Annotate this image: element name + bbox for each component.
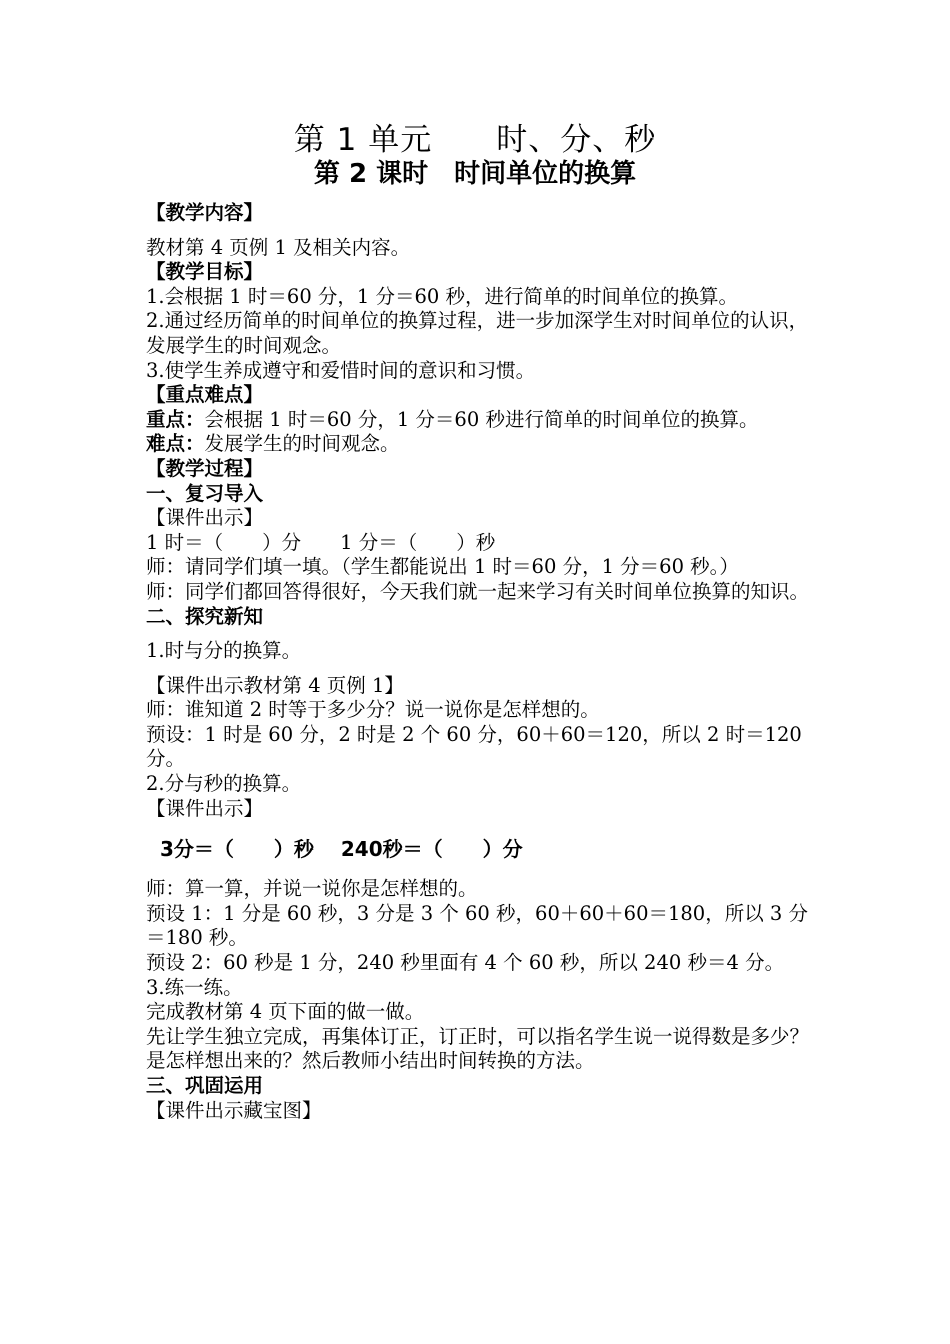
paragraph: 1.会根据 1 时＝60 分，1 分＝60 秒，进行简单的时间单位的换算。 [146, 284, 739, 308]
paragraph: 预设 1：1 分是 60 秒，3 分是 3 个 60 秒，60＋60＋60＝180，所以 3 分＝180 秒。 [146, 901, 809, 950]
section-heading: 【教学内容】 [146, 201, 264, 224]
document-body [146, 200, 814, 1123]
section-heading: 【重点难点】 [146, 383, 264, 407]
key-text: 会根据 1 时＝60 分，1 分＝60 秒进行简单的时间单位的换算。 [204, 407, 759, 431]
key-point [146, 408, 814, 433]
difficult-label: 难点： [146, 432, 205, 456]
paragraph: 1 时＝（ ）分 1 分＝（ ）秒 [146, 530, 496, 554]
paragraph: 3.练一练。 [146, 975, 243, 999]
paragraph: 【课件出示】 [146, 796, 264, 820]
paragraph: 先让学生独立完成，再集体订正，订正时，可以指名学生说一说得数是多少？是怎样想出来的？然后教师小结出时间转换的方法。 [146, 1024, 810, 1073]
paragraph: 2.分与秒的换算。 [146, 772, 302, 796]
lesson-title: 第 2 课时 时间单位的换算 [313, 159, 637, 189]
paragraph: 师：谁知道 2 时等于多少分？说一说你是怎样想的。 [146, 698, 600, 722]
section-heading: 二、探究新知 [146, 604, 264, 628]
paragraph: 完成教材第 4 页下面的做一做。 [146, 1000, 425, 1024]
paragraph: 【课件出示藏宝图】 [146, 1098, 322, 1122]
paragraph: 【课件出示教材第 4 页例 1】 [146, 673, 404, 697]
paragraph: 3.使学生养成遵守和爱惜时间的意识和习惯。 [146, 358, 536, 382]
section-heading: 三、巩固运用 [146, 1074, 264, 1097]
paragraph: 1.时与分的换算。 [146, 639, 302, 663]
paragraph: 教材第 4 页例 1 及相关内容。 [146, 235, 411, 259]
paragraph: 师：请同学们填一填。（学生都能说出 1 时＝60 分，1 分＝60 秒。） [146, 555, 739, 579]
section-heading: 【教学目标】 [146, 260, 264, 284]
paragraph: 预设 2：60 秒是 1 分，240 秒里面有 4 个 60 秒，所以 240 秒＝4 分。 [146, 951, 785, 975]
section-heading: 一、复习导入 [146, 481, 264, 505]
section-heading: 【教学过程】 [146, 456, 264, 480]
difficult-point [146, 432, 814, 457]
formula-line: 3分＝（ ）秒 240秒＝（ ）分 [160, 837, 523, 862]
paragraph: 2.通过经历简单的时间单位的换算过程，进一步加深学生对时间单位的认识，发展学生的时间观念。 [146, 309, 809, 357]
paragraph: 预设：1 时是 60 分，2 时是 2 个 60 分，60＋60＝120，所以 2 时＝120 分。 [146, 722, 802, 771]
paragraph: 师：同学们都回答得很好，今天我们就一起来学习有关时间单位换算的知识。 [146, 579, 810, 603]
unit-title: 第 1 单元 时、分、秒 [293, 122, 657, 158]
paragraph: 【课件出示】 [146, 506, 264, 530]
key-label: 重点： [146, 407, 205, 431]
difficult-text: 发展学生的时间观念。 [204, 432, 400, 456]
paragraph: 师：算一算，并说一说你是怎样想的。 [146, 877, 478, 901]
